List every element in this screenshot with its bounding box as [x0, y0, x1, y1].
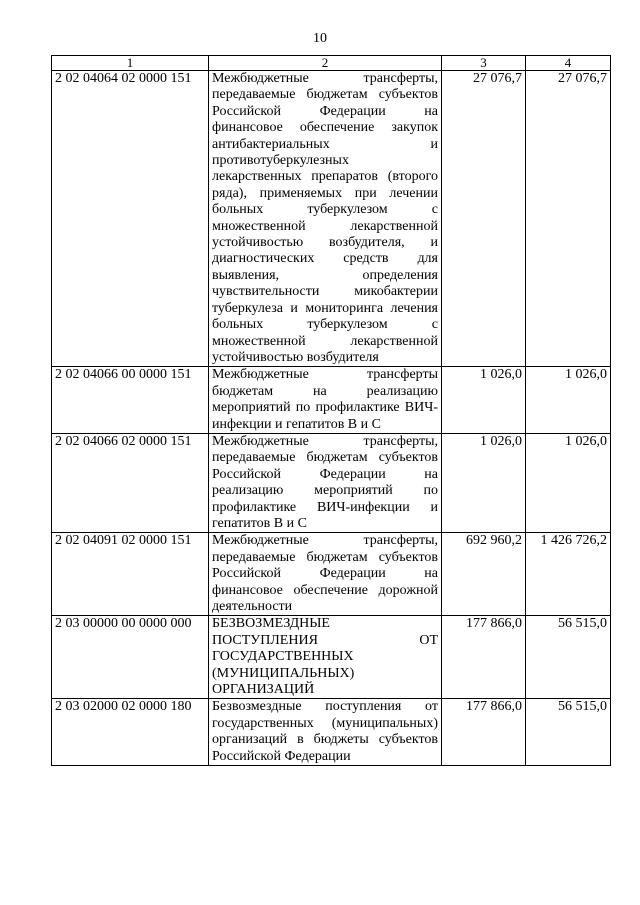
amount-col4: 27 076,7	[526, 71, 611, 367]
budget-item-name: Межбюджетные трансферты, передаваемые бюджетам субъектов Российской Федерации на финансовое обеспечение дорожной деятельности	[209, 533, 442, 616]
column-header-3: 3	[442, 56, 526, 71]
column-header-1: 1	[52, 56, 209, 71]
budget-table	[51, 55, 611, 766]
budget-code: 2 02 04064 02 0000 151	[52, 71, 209, 367]
table-row	[52, 616, 611, 699]
table-row	[52, 433, 611, 532]
amount-col3: 177 866,0	[442, 616, 526, 699]
page-number: 10	[313, 31, 327, 46]
table-row	[52, 699, 611, 766]
budget-item-name: Межбюджетные трансферты, передаваемые бюджетам субъектов Российской Федерации на реализацию мероприятий по профилактике ВИЧ-инфекции и гепатитов В и С	[209, 433, 442, 532]
amount-col4: 1 426 726,2	[526, 533, 611, 616]
budget-code: 2 02 04066 00 0000 151	[52, 367, 209, 434]
budget-code: 2 02 04066 02 0000 151	[52, 433, 209, 532]
table-header-row	[52, 56, 611, 71]
table-row	[52, 533, 611, 616]
table-row	[52, 71, 611, 367]
amount-col3: 177 866,0	[442, 699, 526, 766]
budget-item-name: БЕЗВОЗМЕЗДНЫЕ ПОСТУПЛЕНИЯ ОТ ГОСУДАРСТВЕННЫХ (МУНИЦИПАЛЬНЫХ) ОРГАНИЗАЦИЙ	[209, 616, 442, 699]
budget-code: 2 02 04091 02 0000 151	[52, 533, 209, 616]
budget-code: 2 03 00000 00 0000 000	[52, 616, 209, 699]
amount-col4: 1 026,0	[526, 367, 611, 434]
amount-col4: 1 026,0	[526, 433, 611, 532]
amount-col3: 692 960,2	[442, 533, 526, 616]
amount-col3: 1 026,0	[442, 367, 526, 434]
amount-col4: 56 515,0	[526, 616, 611, 699]
budget-item-name: Межбюджетные трансферты, передаваемые бюджетам субъектов Российской Федерации на финансовое обеспечение закупок антибактериальных и противотуберкулезных лекарственных препаратов (второго ряда), применяемых при лечении больных туберкулезом с множественной лекарственной устойчивостью возбудителя, и диагностических средств для выявления, определения чувствительности микобактерии туберкулеза и мониторинга лечения больных туберкулезом с множественной лекарственной устойчивостью возбудителя	[209, 71, 442, 367]
budget-code: 2 03 02000 02 0000 180	[52, 699, 209, 766]
budget-item-name: Безвозмездные поступления от государственных (муниципальных) организаций в бюджеты субъектов Российской Федерации	[209, 699, 442, 766]
amount-col4: 56 515,0	[526, 699, 611, 766]
budget-item-name: Межбюджетные трансферты бюджетам на реализацию мероприятий по профилактике ВИЧ-инфекции и гепатитов В и С	[209, 367, 442, 434]
column-header-2: 2	[209, 56, 442, 71]
amount-col3: 27 076,7	[442, 71, 526, 367]
table-row	[52, 367, 611, 434]
amount-col3: 1 026,0	[442, 433, 526, 532]
column-header-4: 4	[526, 56, 611, 71]
